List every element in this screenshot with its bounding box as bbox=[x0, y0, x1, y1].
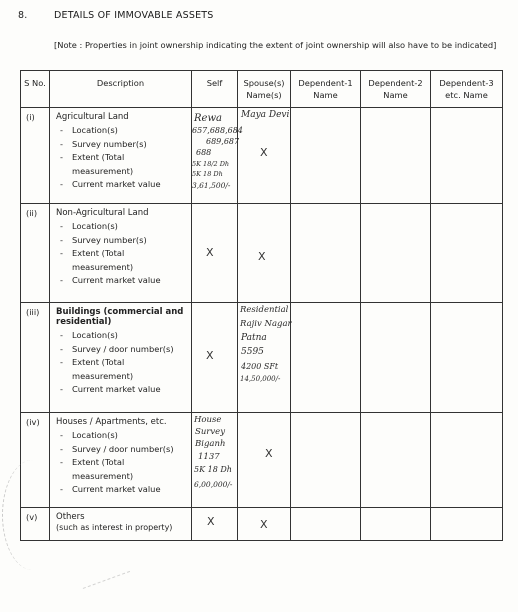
row-title: Houses / Apartments, etc. bbox=[56, 417, 167, 427]
list-item: - Current market value bbox=[56, 178, 187, 192]
table-row bbox=[21, 204, 503, 303]
row-title: Buildings (commercial and residential) bbox=[56, 307, 184, 327]
list-item: - Survey / door number(s) bbox=[56, 443, 187, 457]
list-item: - Current market value bbox=[56, 383, 187, 397]
row-number: (v) bbox=[21, 508, 50, 541]
col-description: Description bbox=[50, 71, 192, 108]
handwritten-text: 3,61,500/- bbox=[192, 181, 231, 190]
cross-mark: X bbox=[207, 515, 215, 528]
row-number: (iii) bbox=[21, 303, 50, 413]
self-cell bbox=[192, 108, 243, 204]
handwritten-text: 5595 bbox=[241, 347, 264, 357]
spouse-cell bbox=[238, 108, 291, 204]
list-item: - Current market value bbox=[56, 274, 187, 288]
table-row bbox=[21, 508, 503, 541]
list-item: - Extent (Total measurement) bbox=[56, 456, 187, 483]
cross-mark: X bbox=[206, 246, 214, 259]
cross-mark: X bbox=[265, 447, 273, 460]
self-cell bbox=[192, 303, 238, 413]
handwritten-text: 4200 SFt bbox=[241, 362, 279, 371]
list-item: - Survey / door number(s) bbox=[56, 343, 187, 357]
note-text: [Note : Properties in joint ownership indicating the extent of joint ownership will also have to be indicated] bbox=[54, 40, 497, 50]
list-item: - Current market value bbox=[56, 483, 187, 497]
handwritten-text: 688 bbox=[196, 148, 212, 157]
col-self: Self bbox=[192, 71, 238, 108]
dependent-3-cell bbox=[431, 108, 503, 204]
spouse-cell bbox=[238, 303, 291, 413]
stamp-mark bbox=[2, 460, 63, 570]
self-cell bbox=[192, 508, 238, 541]
dependent-3-cell bbox=[431, 413, 503, 508]
row-description bbox=[50, 108, 192, 204]
col-dependent-1: Dependent-1 Name bbox=[291, 71, 361, 108]
dependent-1-cell bbox=[291, 303, 361, 413]
table-row bbox=[21, 413, 503, 508]
self-cell bbox=[192, 413, 238, 508]
handwritten-text: Biganh bbox=[195, 439, 226, 449]
row-description bbox=[50, 508, 192, 541]
dependent-1-cell bbox=[291, 413, 361, 508]
cross-mark: X bbox=[260, 146, 268, 159]
handwritten-text: 14,50,000/- bbox=[240, 375, 281, 383]
list-item: - Location(s) bbox=[56, 124, 187, 138]
header-row bbox=[21, 71, 503, 108]
col-spouse: Spouse(s) Name(s) bbox=[238, 71, 291, 108]
row-number: (ii) bbox=[21, 204, 50, 303]
row-description bbox=[50, 204, 192, 303]
list-item: - Extent (Total measurement) bbox=[56, 247, 187, 274]
list-item: - Extent (Total measurement) bbox=[56, 356, 187, 383]
stamp-mark bbox=[76, 552, 130, 589]
spouse-cell bbox=[238, 413, 291, 508]
dependent-3-cell bbox=[431, 508, 503, 541]
handwritten-text: Residential bbox=[240, 305, 289, 315]
list-item: - Survey number(s) bbox=[56, 234, 187, 248]
row-number: (iv) bbox=[21, 413, 50, 508]
immovable-assets-table bbox=[20, 70, 503, 541]
section-heading bbox=[18, 10, 214, 21]
dependent-2-cell bbox=[361, 413, 431, 508]
list-item: - Location(s) bbox=[56, 220, 187, 234]
dependent-1-cell bbox=[291, 508, 361, 541]
dependent-1-cell bbox=[291, 108, 361, 204]
list-item: - Location(s) bbox=[56, 329, 187, 343]
handwritten-text: 689,687 bbox=[206, 137, 240, 146]
section-number: 8. bbox=[18, 10, 28, 21]
list-item: - Survey number(s) bbox=[56, 138, 187, 152]
handwritten-text: Rewa bbox=[194, 113, 222, 124]
handwritten-text: Rajiv Nagar bbox=[240, 319, 292, 329]
col-dependent-3: Dependent-3 etc. Name bbox=[431, 71, 503, 108]
col-sno: S No. bbox=[21, 71, 50, 108]
dependent-3-cell bbox=[431, 204, 503, 303]
handwritten-text: 5K 18 Dh bbox=[194, 465, 232, 474]
dependent-2-cell bbox=[361, 303, 431, 413]
dependent-2-cell bbox=[361, 204, 431, 303]
dependent-2-cell bbox=[361, 108, 431, 204]
row-number: (i) bbox=[21, 108, 50, 204]
cross-mark: X bbox=[260, 518, 268, 531]
self-cell bbox=[192, 204, 238, 303]
handwritten-text: 6,00,000/- bbox=[194, 480, 233, 489]
list-item: - Location(s) bbox=[56, 429, 187, 443]
spouse-cell bbox=[238, 204, 291, 303]
cross-mark: X bbox=[206, 349, 214, 362]
section-title: DETAILS OF IMMOVABLE ASSETS bbox=[54, 10, 214, 21]
handwritten-text: Survey bbox=[195, 427, 225, 437]
spouse-cell bbox=[238, 508, 291, 541]
row-title: Others bbox=[56, 512, 85, 522]
handwritten-text: 5K 18 Dh bbox=[192, 170, 223, 178]
handwritten-text: 5K 18/2 Dh bbox=[192, 160, 230, 168]
handwritten-text: Patna bbox=[241, 333, 267, 343]
dependent-3-cell bbox=[431, 303, 503, 413]
col-dependent-2: Dependent-2 Name bbox=[361, 71, 431, 108]
row-title: Non-Agricultural Land bbox=[56, 208, 149, 218]
list-item: - Extent (Total measurement) bbox=[56, 151, 187, 178]
cross-mark: X bbox=[258, 250, 266, 263]
handwritten-text: Maya Devi bbox=[241, 110, 290, 120]
handwritten-text: House bbox=[194, 415, 222, 425]
table-row bbox=[21, 108, 503, 204]
table-row bbox=[21, 303, 503, 413]
row-subtitle: (such as interest in property) bbox=[56, 523, 173, 532]
handwritten-text: 1137 bbox=[198, 452, 220, 462]
row-description bbox=[50, 303, 192, 413]
dependent-2-cell bbox=[361, 508, 431, 541]
handwritten-text: 657,688,684 bbox=[192, 126, 243, 135]
dependent-1-cell bbox=[291, 204, 361, 303]
row-description bbox=[50, 413, 192, 508]
row-title: Agricultural Land bbox=[56, 112, 129, 122]
